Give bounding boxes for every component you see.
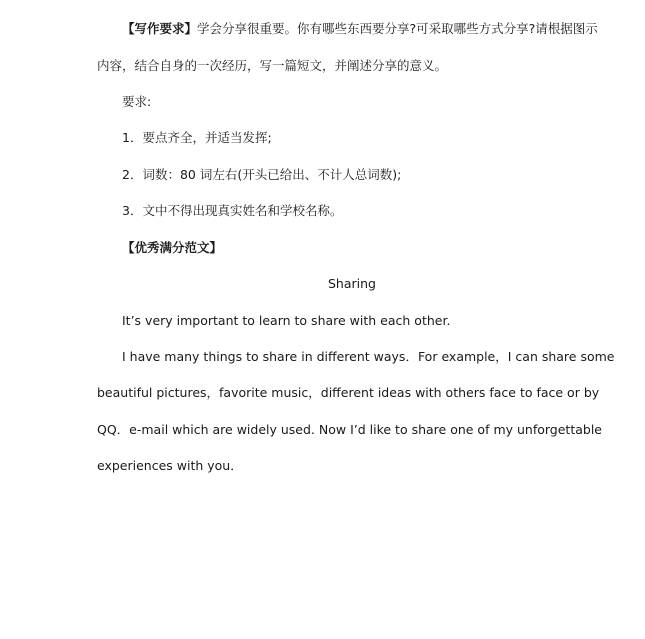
requirement-item-3: 3．文中不得出现真实姓名和学校名称。 bbox=[122, 203, 343, 218]
essay-line-2: I have many things to share in different ways．For example，I can share some bbox=[122, 349, 615, 364]
task-paragraph-line-1 bbox=[122, 21, 598, 37]
requirements-label: 要求: bbox=[122, 94, 152, 109]
requirement-item-1: 1．要点齐全，并适当发挥; bbox=[122, 130, 272, 145]
essay-title: Sharing bbox=[328, 276, 376, 291]
essay-line-1: It’s very important to learn to share with each other. bbox=[122, 313, 451, 328]
task-prompt-line-2: 内容，结合自身的一次经历，写一篇短文，并阐述分享的意义。 bbox=[97, 58, 448, 73]
essay-line-5: experiences with you． bbox=[97, 458, 243, 473]
task-prompt-line-1: 学会分享很重要。你有哪些东西要分享?可采取哪些方式分享?请根据图示 bbox=[197, 21, 598, 36]
task-heading: 【写作要求】 bbox=[122, 21, 198, 36]
requirement-item-2: 2．词数：80 词左右(开头已给出、不计人总词数); bbox=[122, 167, 402, 182]
essay-line-4: QQ．e-mail which are widely used. Now I’d like to share one of my unforgettable bbox=[97, 422, 602, 437]
essay-line-3: beautiful pictures，favorite music，different ideas with others face to face or by bbox=[97, 385, 600, 400]
sample-essay-heading: 【优秀满分范文】 bbox=[122, 240, 223, 255]
